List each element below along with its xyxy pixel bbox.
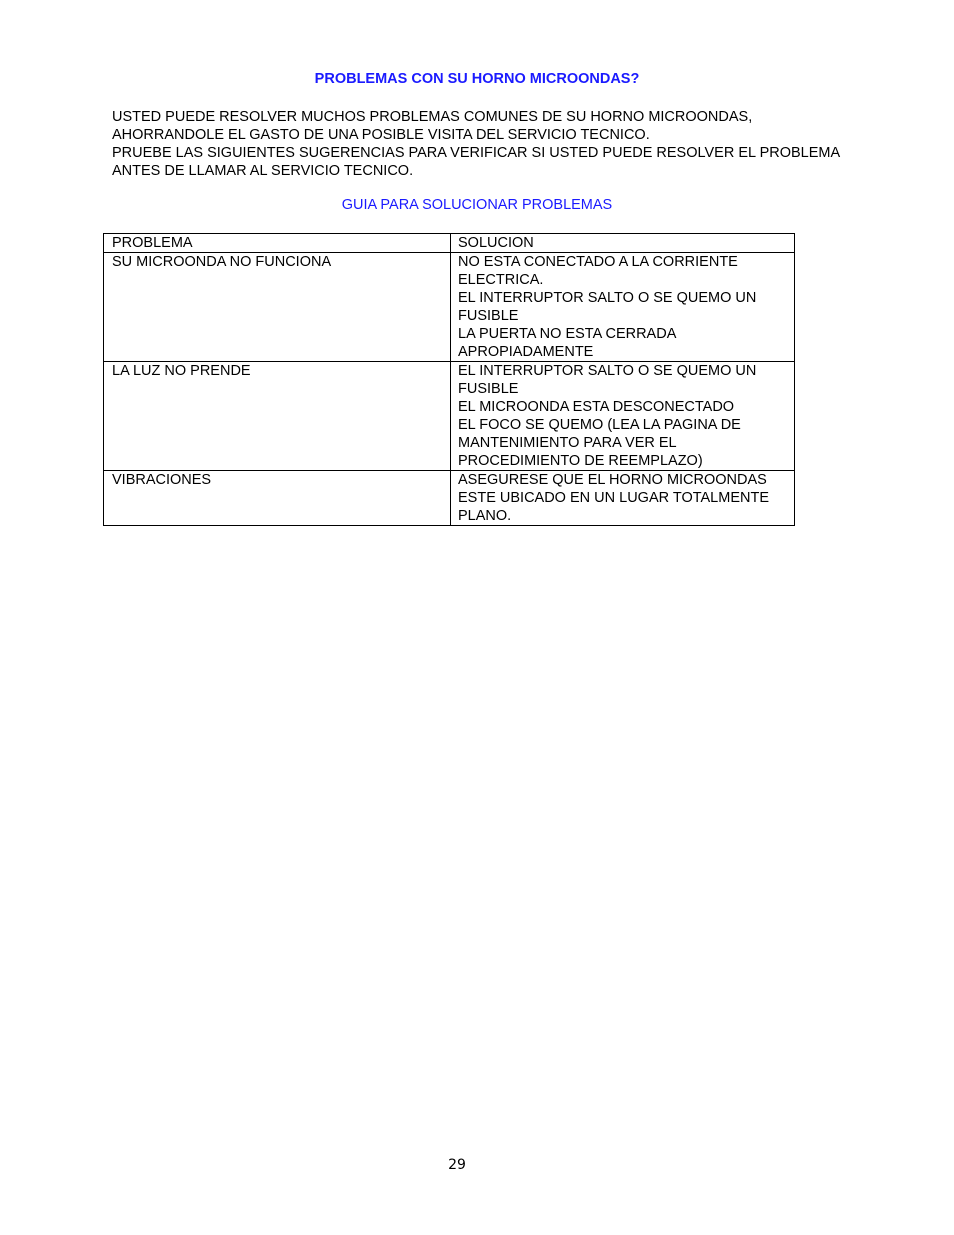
problem-cell: LA LUZ NO PRENDE bbox=[104, 362, 451, 471]
header-solution: SOLUCION bbox=[451, 234, 795, 253]
guide-title: GUIA PARA SOLUCIONAR PROBLEMAS bbox=[341, 197, 613, 213]
intro-paragraph-2: PRUEBE LAS SIGUIENTES SUGERENCIAS PARA VERIFICAR SI USTED PUEDE RESOLVER EL PROBLEMA ANTES DE LLAMAR AL SERVICIO TECNICO. bbox=[112, 145, 840, 179]
solution-item: EL FOCO SE QUEMO (LEA LA PAGINA DE MANTENIMIENTO PARA VER EL PROCEDIMIENTO DE REEMPLAZO) bbox=[458, 417, 741, 469]
header-problem: PROBLEMA bbox=[104, 234, 451, 253]
table-row bbox=[104, 362, 795, 471]
problem-cell: VIBRACIONES bbox=[104, 471, 451, 526]
solution-item: EL INTERRUPTOR SALTO O SE QUEMO UN FUSIBLE bbox=[458, 290, 757, 324]
table-header-row bbox=[104, 234, 795, 253]
problem-cell: SU MICROONDA NO FUNCIONA bbox=[104, 253, 451, 362]
page-title: PROBLEMAS CON SU HORNO MICROONDAS? bbox=[314, 71, 640, 87]
intro-paragraph-1: USTED PUEDE RESOLVER MUCHOS PROBLEMAS COMUNES DE SU HORNO MICROONDAS, AHORRANDOLE EL GASTO DE UNA POSIBLE VISITA DEL SERVICIO TECNICO. bbox=[112, 109, 753, 143]
intro-text bbox=[112, 108, 852, 180]
solution-item: EL INTERRUPTOR SALTO O SE QUEMO UN FUSIBLE bbox=[458, 363, 757, 397]
solution-item: NO ESTA CONECTADO A LA CORRIENTE ELECTRICA. bbox=[458, 254, 738, 288]
table-row bbox=[104, 471, 795, 526]
solution-cell bbox=[451, 253, 795, 362]
troubleshooting-table bbox=[103, 233, 795, 526]
table-row bbox=[104, 253, 795, 362]
solution-item: EL MICROONDA ESTA DESCONECTADO bbox=[458, 399, 735, 415]
solution-item: ASEGURESE QUE EL HORNO MICROONDAS ESTE UBICADO EN UN LUGAR TOTALMENTE PLANO. bbox=[458, 472, 769, 524]
solution-cell bbox=[451, 471, 795, 526]
page-number: 29 bbox=[448, 1157, 466, 1173]
solution-cell bbox=[451, 362, 795, 471]
solution-item: LA PUERTA NO ESTA CERRADA APROPIADAMENTE bbox=[458, 326, 676, 360]
